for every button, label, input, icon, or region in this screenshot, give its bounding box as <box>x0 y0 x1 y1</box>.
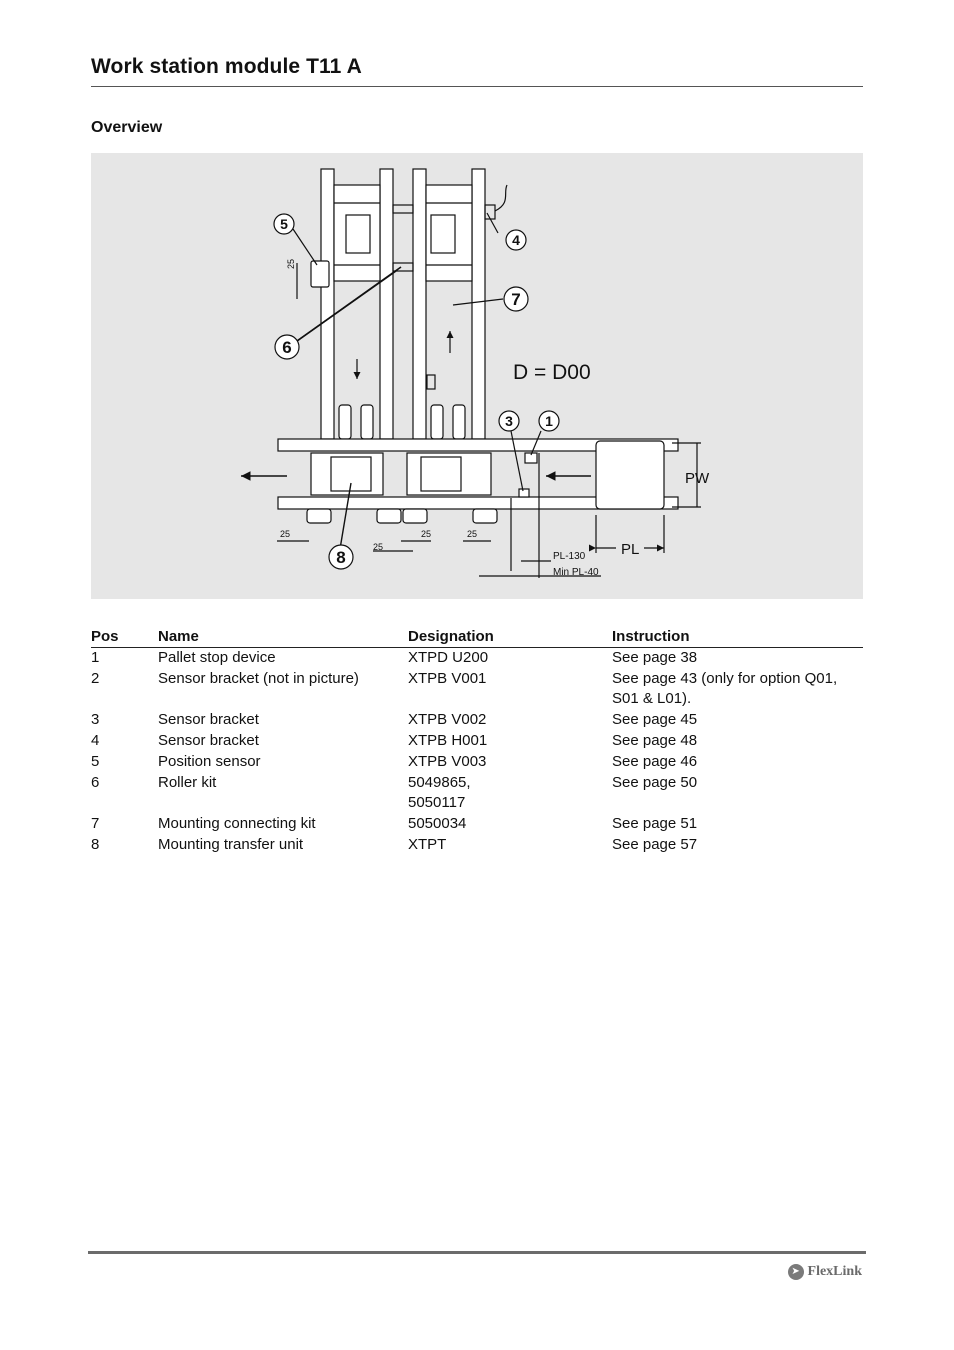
callout-8: 8 <box>336 548 346 567</box>
callout-1: 1 <box>545 413 553 429</box>
cell-name: Mounting connecting kit <box>158 815 316 832</box>
table-row <box>91 669 863 710</box>
cell-instruction: See page 50 <box>612 774 698 791</box>
cell-pos: 1 <box>91 649 100 666</box>
cell-instruction: See page 48 <box>612 732 698 749</box>
parts-table <box>91 627 863 856</box>
cell-instruction: See page 57 <box>612 836 698 853</box>
cell-instruction: See page 45 <box>612 711 698 728</box>
callout-6: 6 <box>282 338 292 357</box>
cell-pos: 5 <box>91 753 100 770</box>
cell-designation: XTPT <box>408 836 447 853</box>
cell-pos: 2 <box>91 670 100 687</box>
callout-3: 3 <box>505 413 513 429</box>
table-row <box>91 648 863 670</box>
cell-designation: 5050034 <box>408 815 467 832</box>
cell-name: Sensor bracket <box>158 732 259 749</box>
callout-5: 5 <box>280 216 288 232</box>
header-name: Name <box>158 627 408 648</box>
table-row <box>91 710 863 731</box>
cell-instruction: See page 43 (only for option Q01, S01 & L01). <box>612 670 838 707</box>
header-pos: Pos <box>91 627 158 648</box>
dimension-label-25: 25 <box>421 529 432 539</box>
table-row <box>91 835 863 856</box>
cell-pos: 8 <box>91 836 100 853</box>
cell-name: Position sensor <box>158 753 261 770</box>
table-header-row <box>91 627 863 648</box>
cell-designation: XTPB V001 <box>408 670 487 687</box>
dimension-label-pw: PW <box>685 470 710 487</box>
dimension-label-25: 25 <box>373 542 384 552</box>
header-designation: Designation <box>408 627 612 648</box>
table-row <box>91 731 863 752</box>
diagram-drawing <box>91 153 863 599</box>
dimension-label-min-pl-40: Min PL-40 <box>553 567 599 578</box>
cell-designation: XTPB V003 <box>408 753 487 770</box>
dimension-label-25: 25 <box>467 529 478 539</box>
cell-designation: XTPB V002 <box>408 711 487 728</box>
diagram-label-d: D = D00 <box>513 361 591 384</box>
overview-diagram <box>91 153 863 599</box>
dimension-label-pl: PL <box>621 541 640 558</box>
cell-pos: 3 <box>91 711 100 728</box>
table-row <box>91 752 863 773</box>
cell-pos: 7 <box>91 815 100 832</box>
callout-4: 4 <box>512 232 520 248</box>
cell-designation: XTPB H001 <box>408 732 488 749</box>
cell-pos: 6 <box>91 774 100 791</box>
cell-instruction: See page 51 <box>612 815 698 832</box>
dimension-label-25: 25 <box>286 258 296 269</box>
brand-name: FlexLink <box>807 1264 862 1279</box>
cell-name: Sensor bracket <box>158 711 259 728</box>
table-row <box>91 814 863 835</box>
section-heading: Overview <box>91 119 163 136</box>
brand-logo <box>788 1264 862 1280</box>
cell-designation: XTPD U200 <box>408 649 489 666</box>
title-divider <box>91 86 863 87</box>
cell-name: Mounting transfer unit <box>158 836 304 853</box>
cell-designation: 5049865, 5050117 <box>408 774 471 811</box>
table-row <box>91 773 863 814</box>
cell-name: Sensor bracket (not in picture) <box>158 670 359 687</box>
cell-pos: 4 <box>91 732 100 749</box>
cell-instruction: See page 38 <box>612 649 698 666</box>
cell-name: Pallet stop device <box>158 649 276 666</box>
footer-divider <box>88 1251 866 1254</box>
page-title: Work station module T11 A <box>91 55 362 78</box>
dimension-label-25: 25 <box>280 529 291 539</box>
dimension-label-pl-130: PL-130 <box>553 551 586 562</box>
cell-name: Roller kit <box>158 774 217 791</box>
header-instruction: Instruction <box>612 627 863 648</box>
flexlink-logo-icon: ➤ <box>788 1264 804 1280</box>
cell-instruction: See page 46 <box>612 753 698 770</box>
callout-7: 7 <box>511 290 521 309</box>
